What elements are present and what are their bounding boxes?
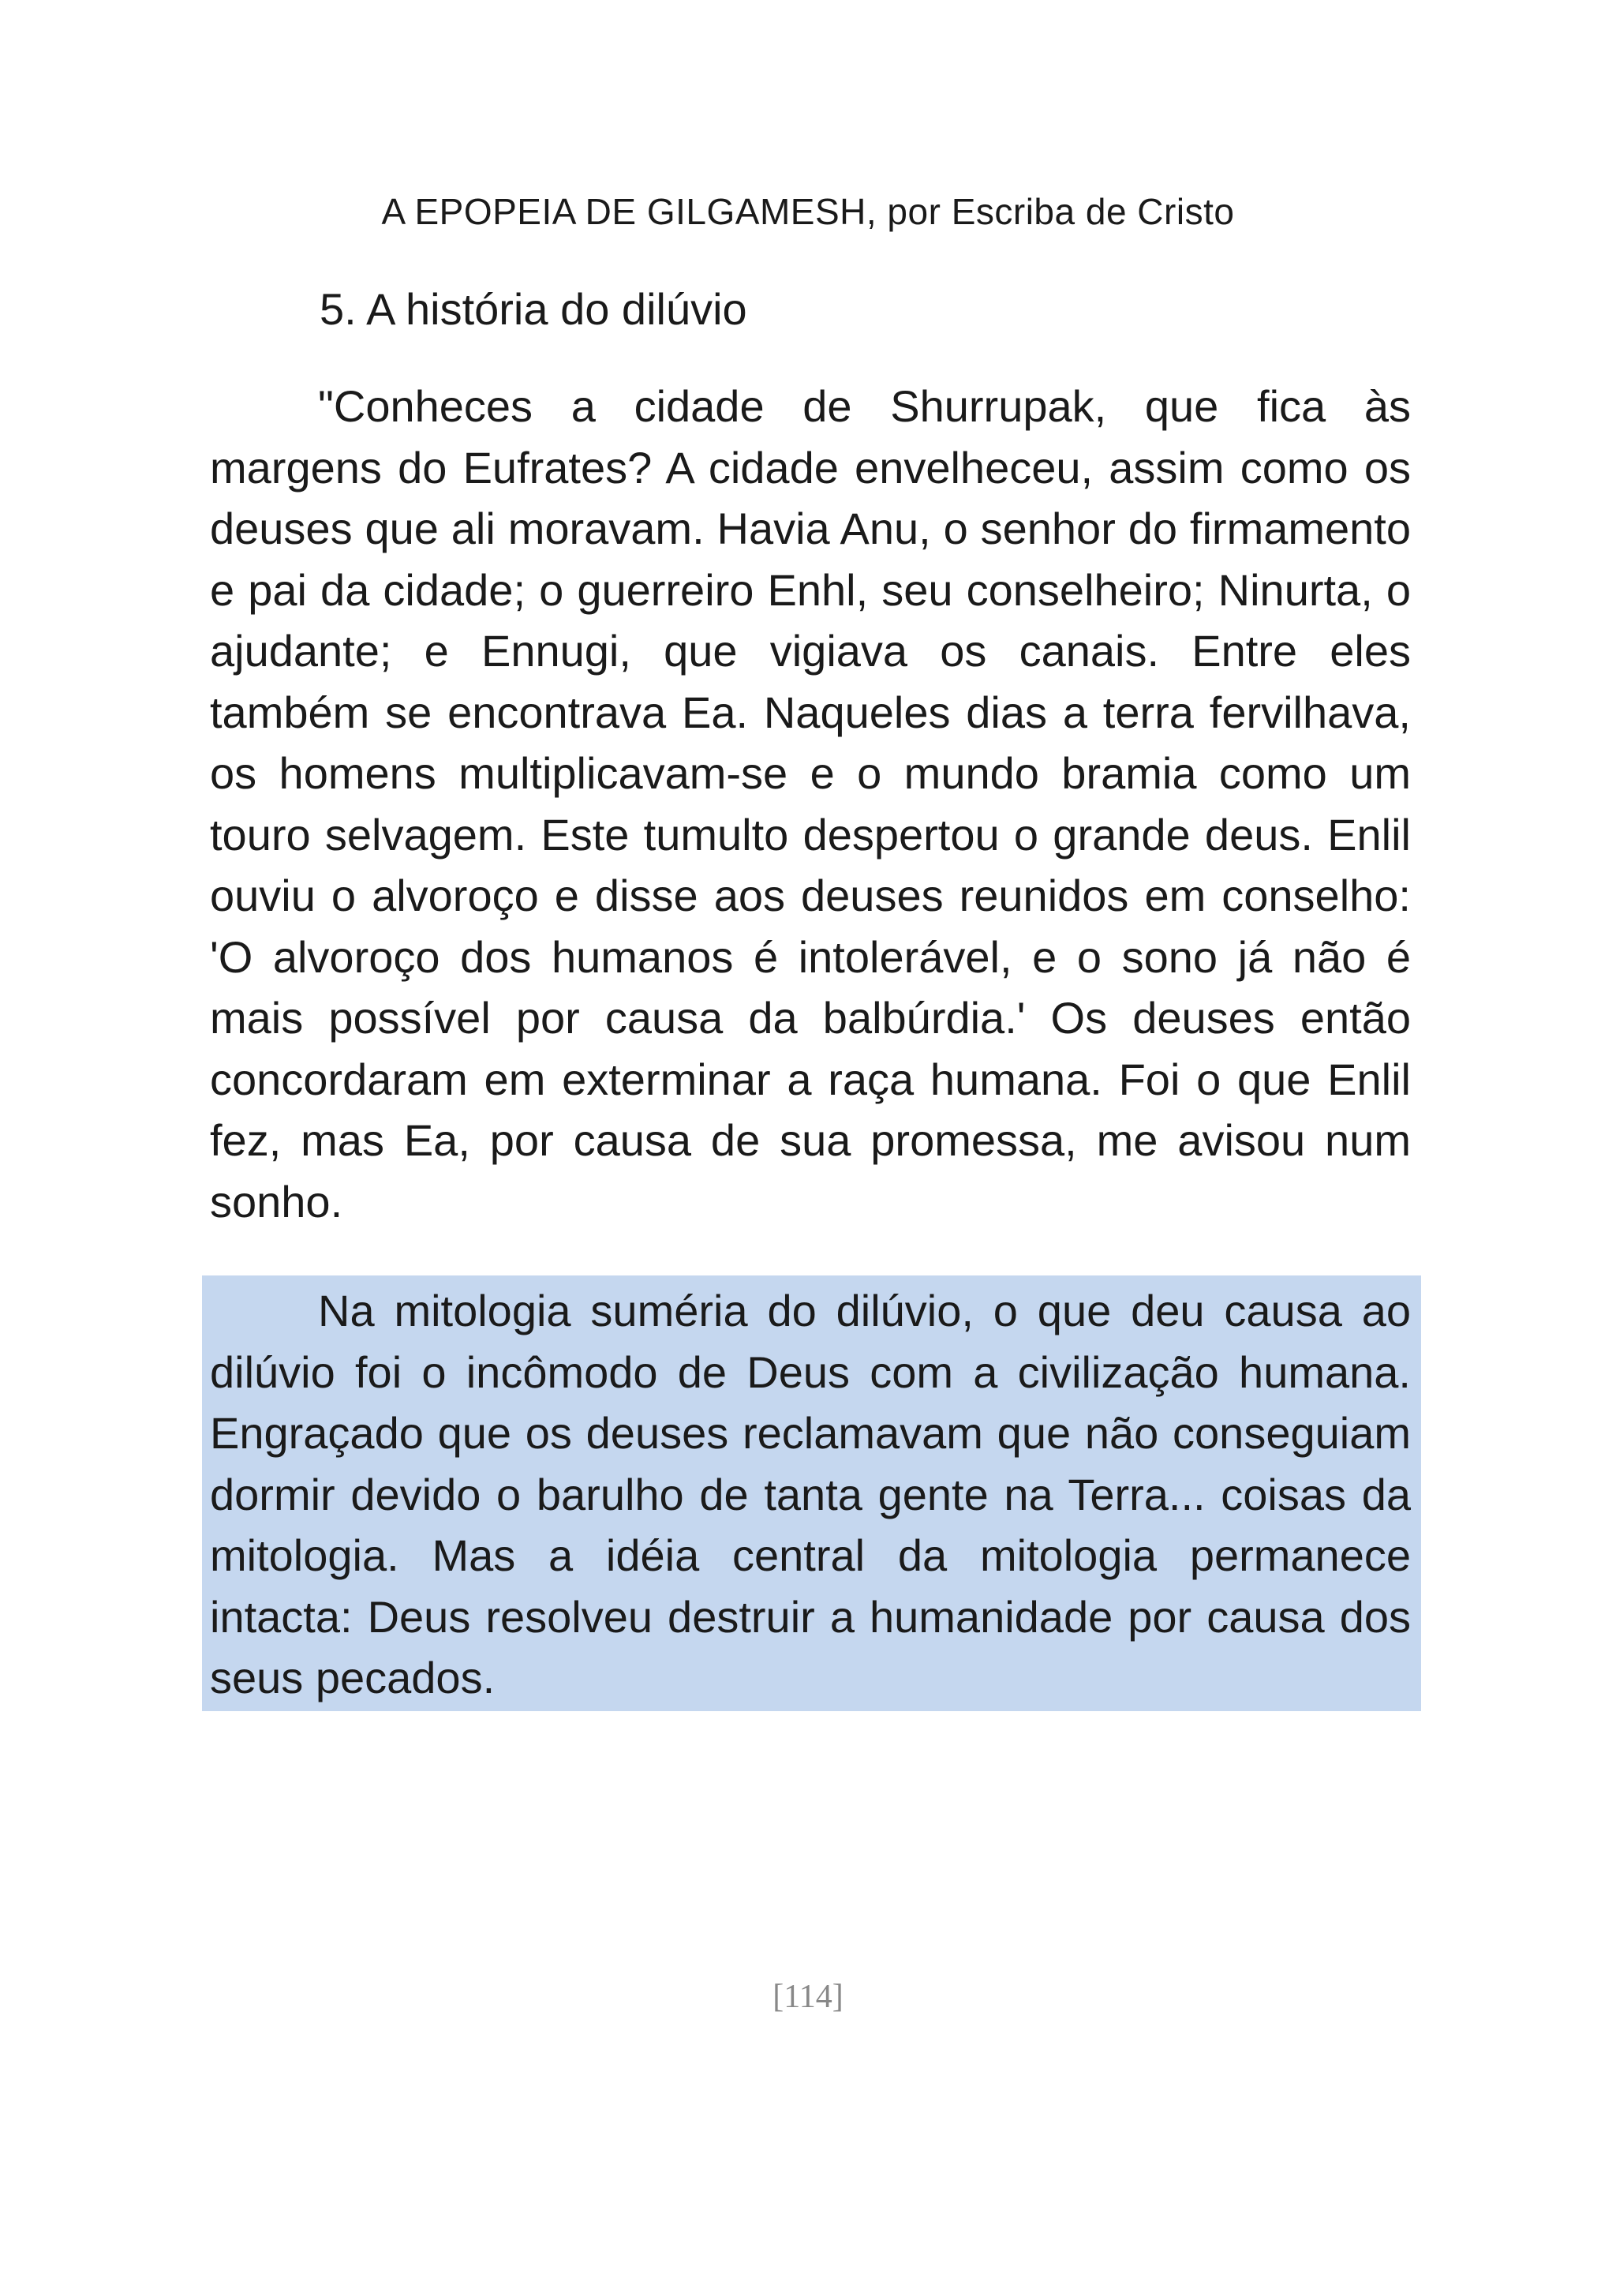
running-header: A EPOPEIA DE GILGAMESH, por Escriba de Cristo [381,191,1235,232]
quote-text: "Conheces a cidade de Shurrupak, que fica às margens do Eufrates? A cidade envelheceu, assim como os deuses que ali moravam. Havia Anu, o senhor do firmamento e pai da cidade; o guerreiro Enhl, seu conselheiro; Ninurta, o ajudante; e Ennugi, que vigiava os canais. Entre eles também se encontrava Ea. Naqueles dias a terra fervilhava, os homens multiplicavam-se e o mundo bramia como um touro selvagem. Este tumulto despertou o grande deus. Enlil ouviu o alvoroço e disse aos deuses reunidos em conselho: 'O alvoroço dos humanos é intolerável, e o sono já não é mais possível por causa da balbúrdia.' Os deuses então concordaram em exterminar a raça humana. Foi o que Enlil fez, mas Ea, por causa de sua promessa, me avisou num sonho. [210,381,1411,1227]
quote-paragraph [210,376,1411,1232]
commentary-paragraph [210,1280,1411,1709]
page-number: [114] [772,1979,844,2015]
commentary-text: Na mitologia suméria do dilúvio, o que deu causa ao dilúvio foi o incômodo de Deus com a civilização humana. Engraçado que os deuses reclamavam que não conseguiam dormir devido o barulho de tanta gente na Terra... coisas da mitologia. Mas a idéia central da mitologia permanece intacta: Deus resolveu destruir a humanidade por causa dos seus pecados. [210,1286,1411,1702]
section-title: 5. A história do dilúvio [320,284,747,334]
